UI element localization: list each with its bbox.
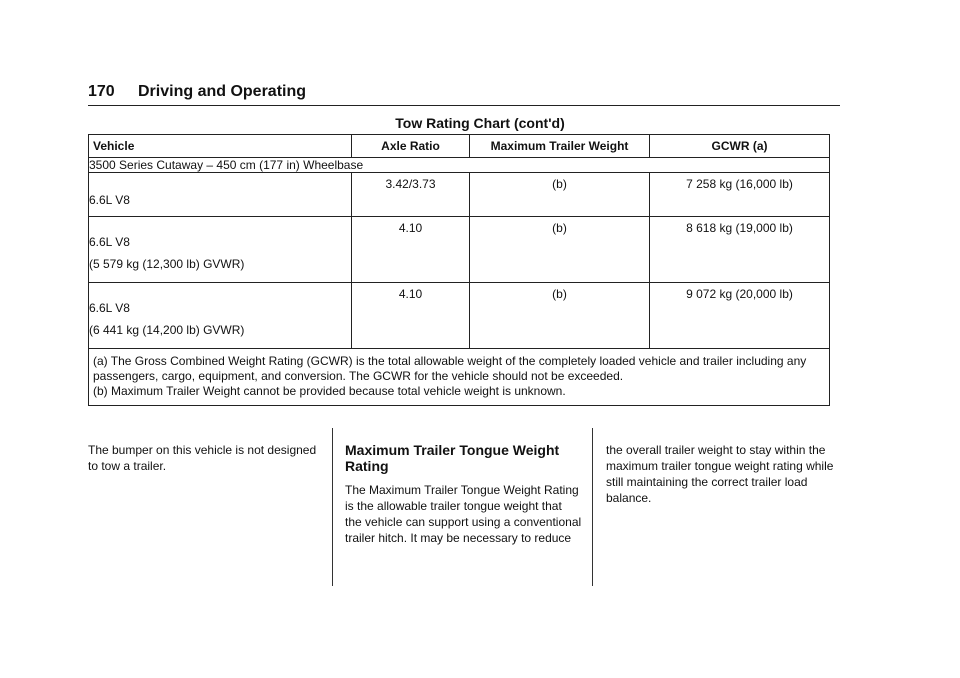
group-label: 3500 Series Cutaway – 450 cm (177 in) Wheelbase [89,158,830,173]
group-row [89,158,830,173]
vehicle-cell [89,283,352,349]
vehicle-engine: 6.6L V8 [89,301,130,315]
column-1 [88,442,320,474]
axle-ratio-cell: 4.10 [352,283,470,349]
table-row [89,217,830,283]
vehicle-cell [89,173,352,217]
vehicle-engine: 6.6L V8 [89,193,130,207]
tongue-weight-line4: trailer hitch. It may be necessary to reduce [345,531,572,545]
axle-ratio-cell: 3.42/3.73 [352,173,470,217]
vehicle-engine: 6.6L V8 [89,235,130,249]
tongue-weight-heading: Maximum Trailer Tongue Weight Rating [345,442,560,474]
table-row [89,173,830,217]
max-trailer-weight-cell: (b) [470,283,650,349]
column-3 [606,442,840,506]
tongue-weight-cont-line1: the overall trailer weight to stay within the [606,443,826,457]
tongue-weight-cont-line3: still maintaining the correct trailer load [606,475,808,489]
gcwr-cell: 8 618 kg (19,000 lb) [650,217,830,283]
footnote-a-line1: (a) The Gross Combined Weight Rating (GCWR) is the total allowable weight of the completely loaded vehicle and trailer including any [93,354,807,368]
tongue-weight-cont-line2: maximum trailer tongue weight rating while [606,459,834,473]
gcwr-cell: 7 258 kg (16,000 lb) [650,173,830,217]
column-divider [592,428,593,586]
footnotes [89,349,830,406]
max-trailer-weight-cell: (b) [470,173,650,217]
max-trailer-weight-cell: (b) [470,217,650,283]
tongue-weight-line3: the vehicle can support using a conventional [345,515,582,529]
tongue-weight-line1: The Maximum Trailer Tongue Weight Rating [345,483,579,497]
axle-ratio-cell: 4.10 [352,217,470,283]
column-divider [332,428,333,586]
footnote-a-line2: passengers, cargo, equipment, and conversion. The GCWR for the vehicle should not be exceeded. [93,369,624,383]
tongue-weight-line2: is the allowable trailer tongue weight that [345,499,562,513]
bumper-note-line2: to tow a trailer. [88,459,167,473]
column-header-max-trailer-weight: Maximum Trailer Weight [470,135,650,158]
section-title: Driving and Operating [138,83,307,100]
footnotes-row [89,349,830,406]
column-header-vehicle: Vehicle [89,135,352,158]
column-header-axle-ratio: Axle Ratio [352,135,470,158]
column-header-gcwr: GCWR (a) [650,135,830,158]
table-header-row [89,135,830,158]
column-2 [345,442,585,546]
vehicle-cell [89,217,352,283]
bumper-note-line1: The bumper on this vehicle is not designed [88,443,317,457]
footnote-b: (b) Maximum Trailer Weight cannot be provided because total vehicle weight is unknown. [93,384,566,398]
page-number: 170 [88,83,115,100]
gcwr-cell: 9 072 kg (20,000 lb) [650,283,830,349]
table-title: Tow Rating Chart (cont'd) [395,115,565,131]
page-header [88,83,840,106]
vehicle-gvwr: (6 441 kg (14,200 lb) GVWR) [89,323,245,337]
tow-rating-table [88,134,830,406]
table-row [89,283,830,349]
vehicle-gvwr: (5 579 kg (12,300 lb) GVWR) [89,257,245,271]
tongue-weight-cont-line4: balance. [606,491,652,505]
